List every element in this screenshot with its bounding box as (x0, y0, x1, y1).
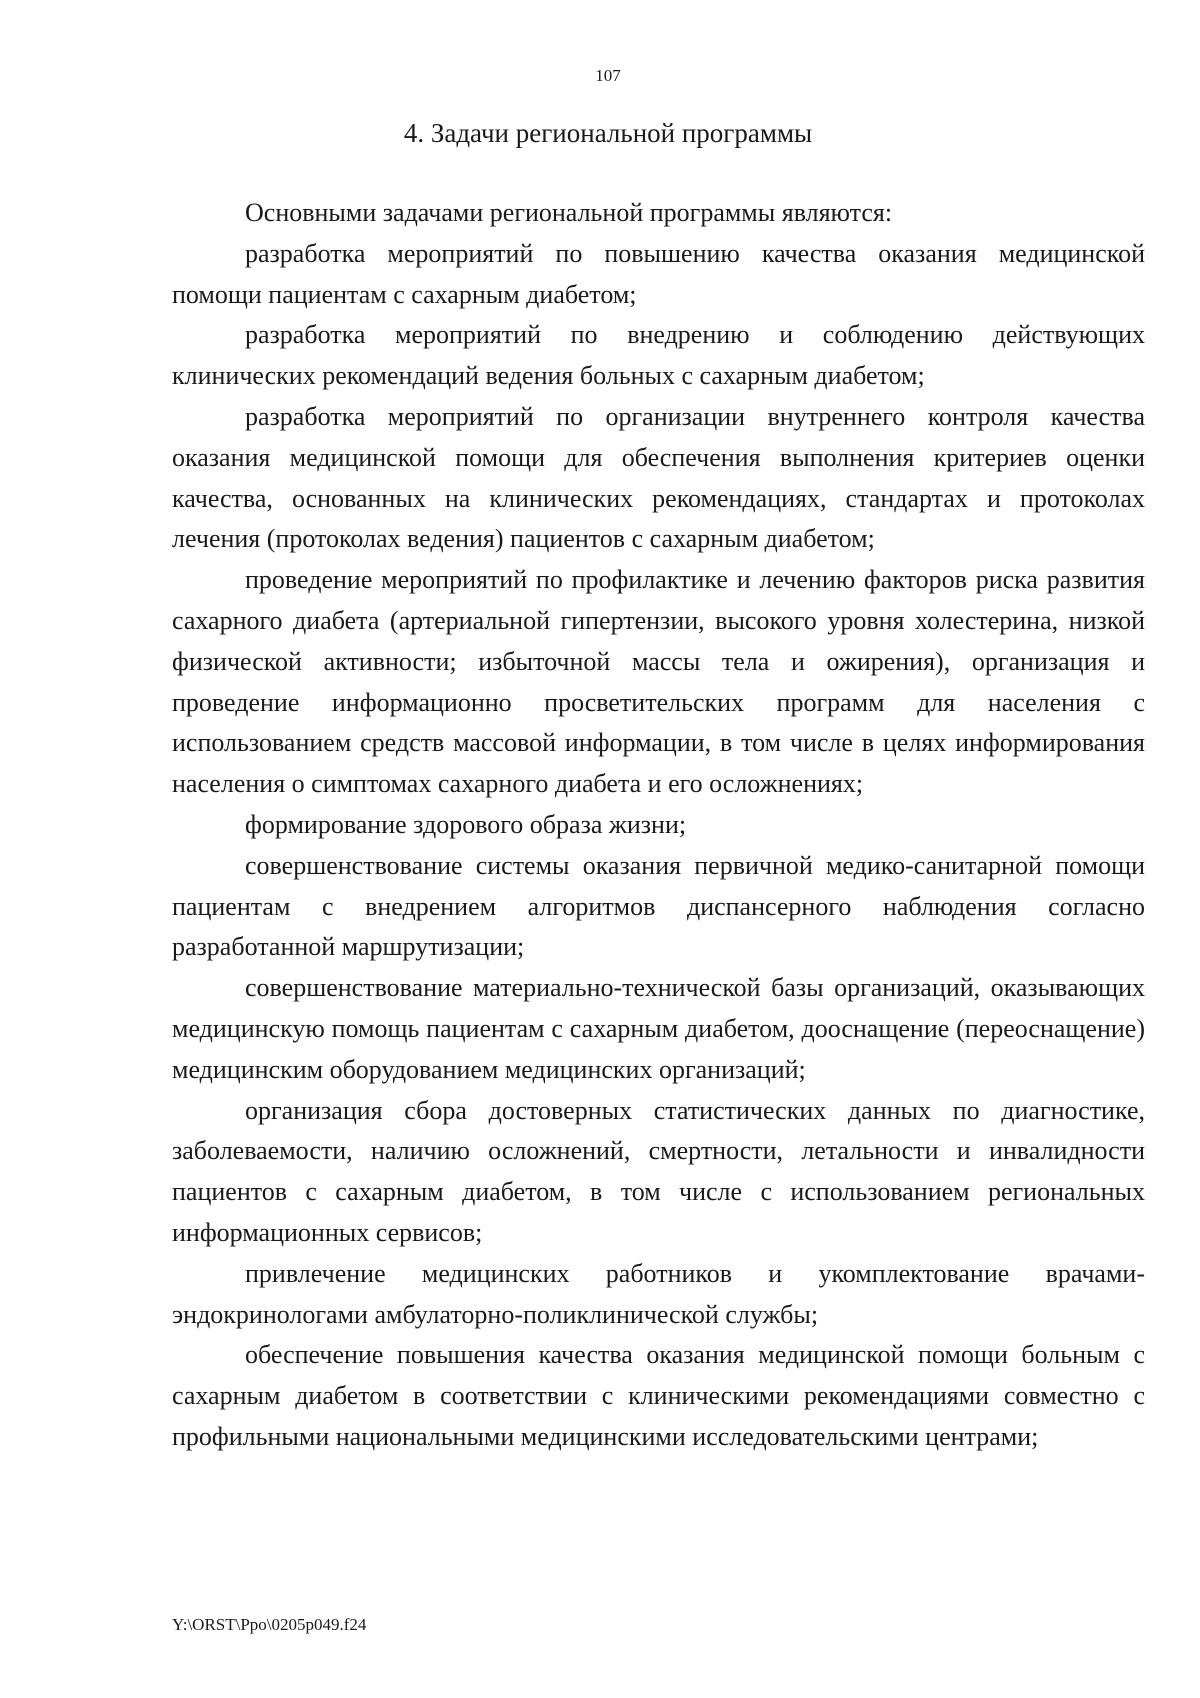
paragraph-task: разработка мероприятий по организации внутреннего контроля качества оказания медицинской помощи для обеспечения выполнения критериев оценки качества, основанных на клинических рекомендациях, стандартах и протоколах лечения (протоколах ведения) пациентов с сахарным диабетом; (172, 401, 1145, 554)
page-number: 107 (595, 66, 621, 85)
paragraph-task: совершенствование системы оказания первичной медико-санитарной помощи пациентам с внедрением алгоритмов диспансерного наблюдения согласно разработанной маршрутизации; (172, 850, 1145, 962)
paragraph-task: проведение мероприятий по профилактике и лечению факторов риска развития сахарного диабета (артериальной гипертензии, высокого уровня холестерина, низкой физической активности; избыточной массы тела и ожирения), организация и проведение информационно просветительских программ для населения с использованием средств массовой информации, в том числе в целях информирования населения о симптомах сахарного диабета и его осложнениях; (172, 565, 1145, 799)
paragraph-task: организация сбора достоверных статистических данных по диагностике, заболеваемости, наличию осложнений, смертности, летальности и инвалидности пациентов с сахарным диабетом, в том числе с использованием региональных информационных сервисов; (172, 1095, 1145, 1247)
paragraph-task: формирование здорового образа жизни; (245, 809, 687, 839)
paragraph-intro: Основными задачами региональной программы являются: (245, 198, 893, 227)
footer-file-path: Y:\ORST\Ppo\0205p049.f24 (172, 1615, 367, 1634)
paragraph-task: совершенствование материально-технической базы организаций, оказывающих медицинскую помощь пациентам с сахарным диабетом, дооснащение (переоснащение) медицинским оборудованием медицинских организаций; (172, 973, 1145, 1084)
document-body (172, 193, 1145, 1458)
paragraph-task: обеспечение повышения качества оказания медицинской помощи больным с сахарным диабетом в соответствии с клиническими рекомендациями совместно с профильными национальными медицинскими исследовательскими центрами; (172, 1340, 1145, 1451)
paragraph-task: привлечение медицинских работников и укомплектование врачами-эндокринологами амбулаторно-поликлинической службы; (172, 1258, 1145, 1329)
paragraph-task: разработка мероприятий по внедрению и соблюдению действующих клинических рекомендаций ведения больных с сахарным диабетом; (172, 320, 1145, 391)
paragraph-task: разработка мероприятий по повышению качества оказания медицинской помощи пациентам с сахарным диабетом; (172, 238, 1145, 309)
section-title: 4. Задачи региональной программы (403, 118, 813, 148)
